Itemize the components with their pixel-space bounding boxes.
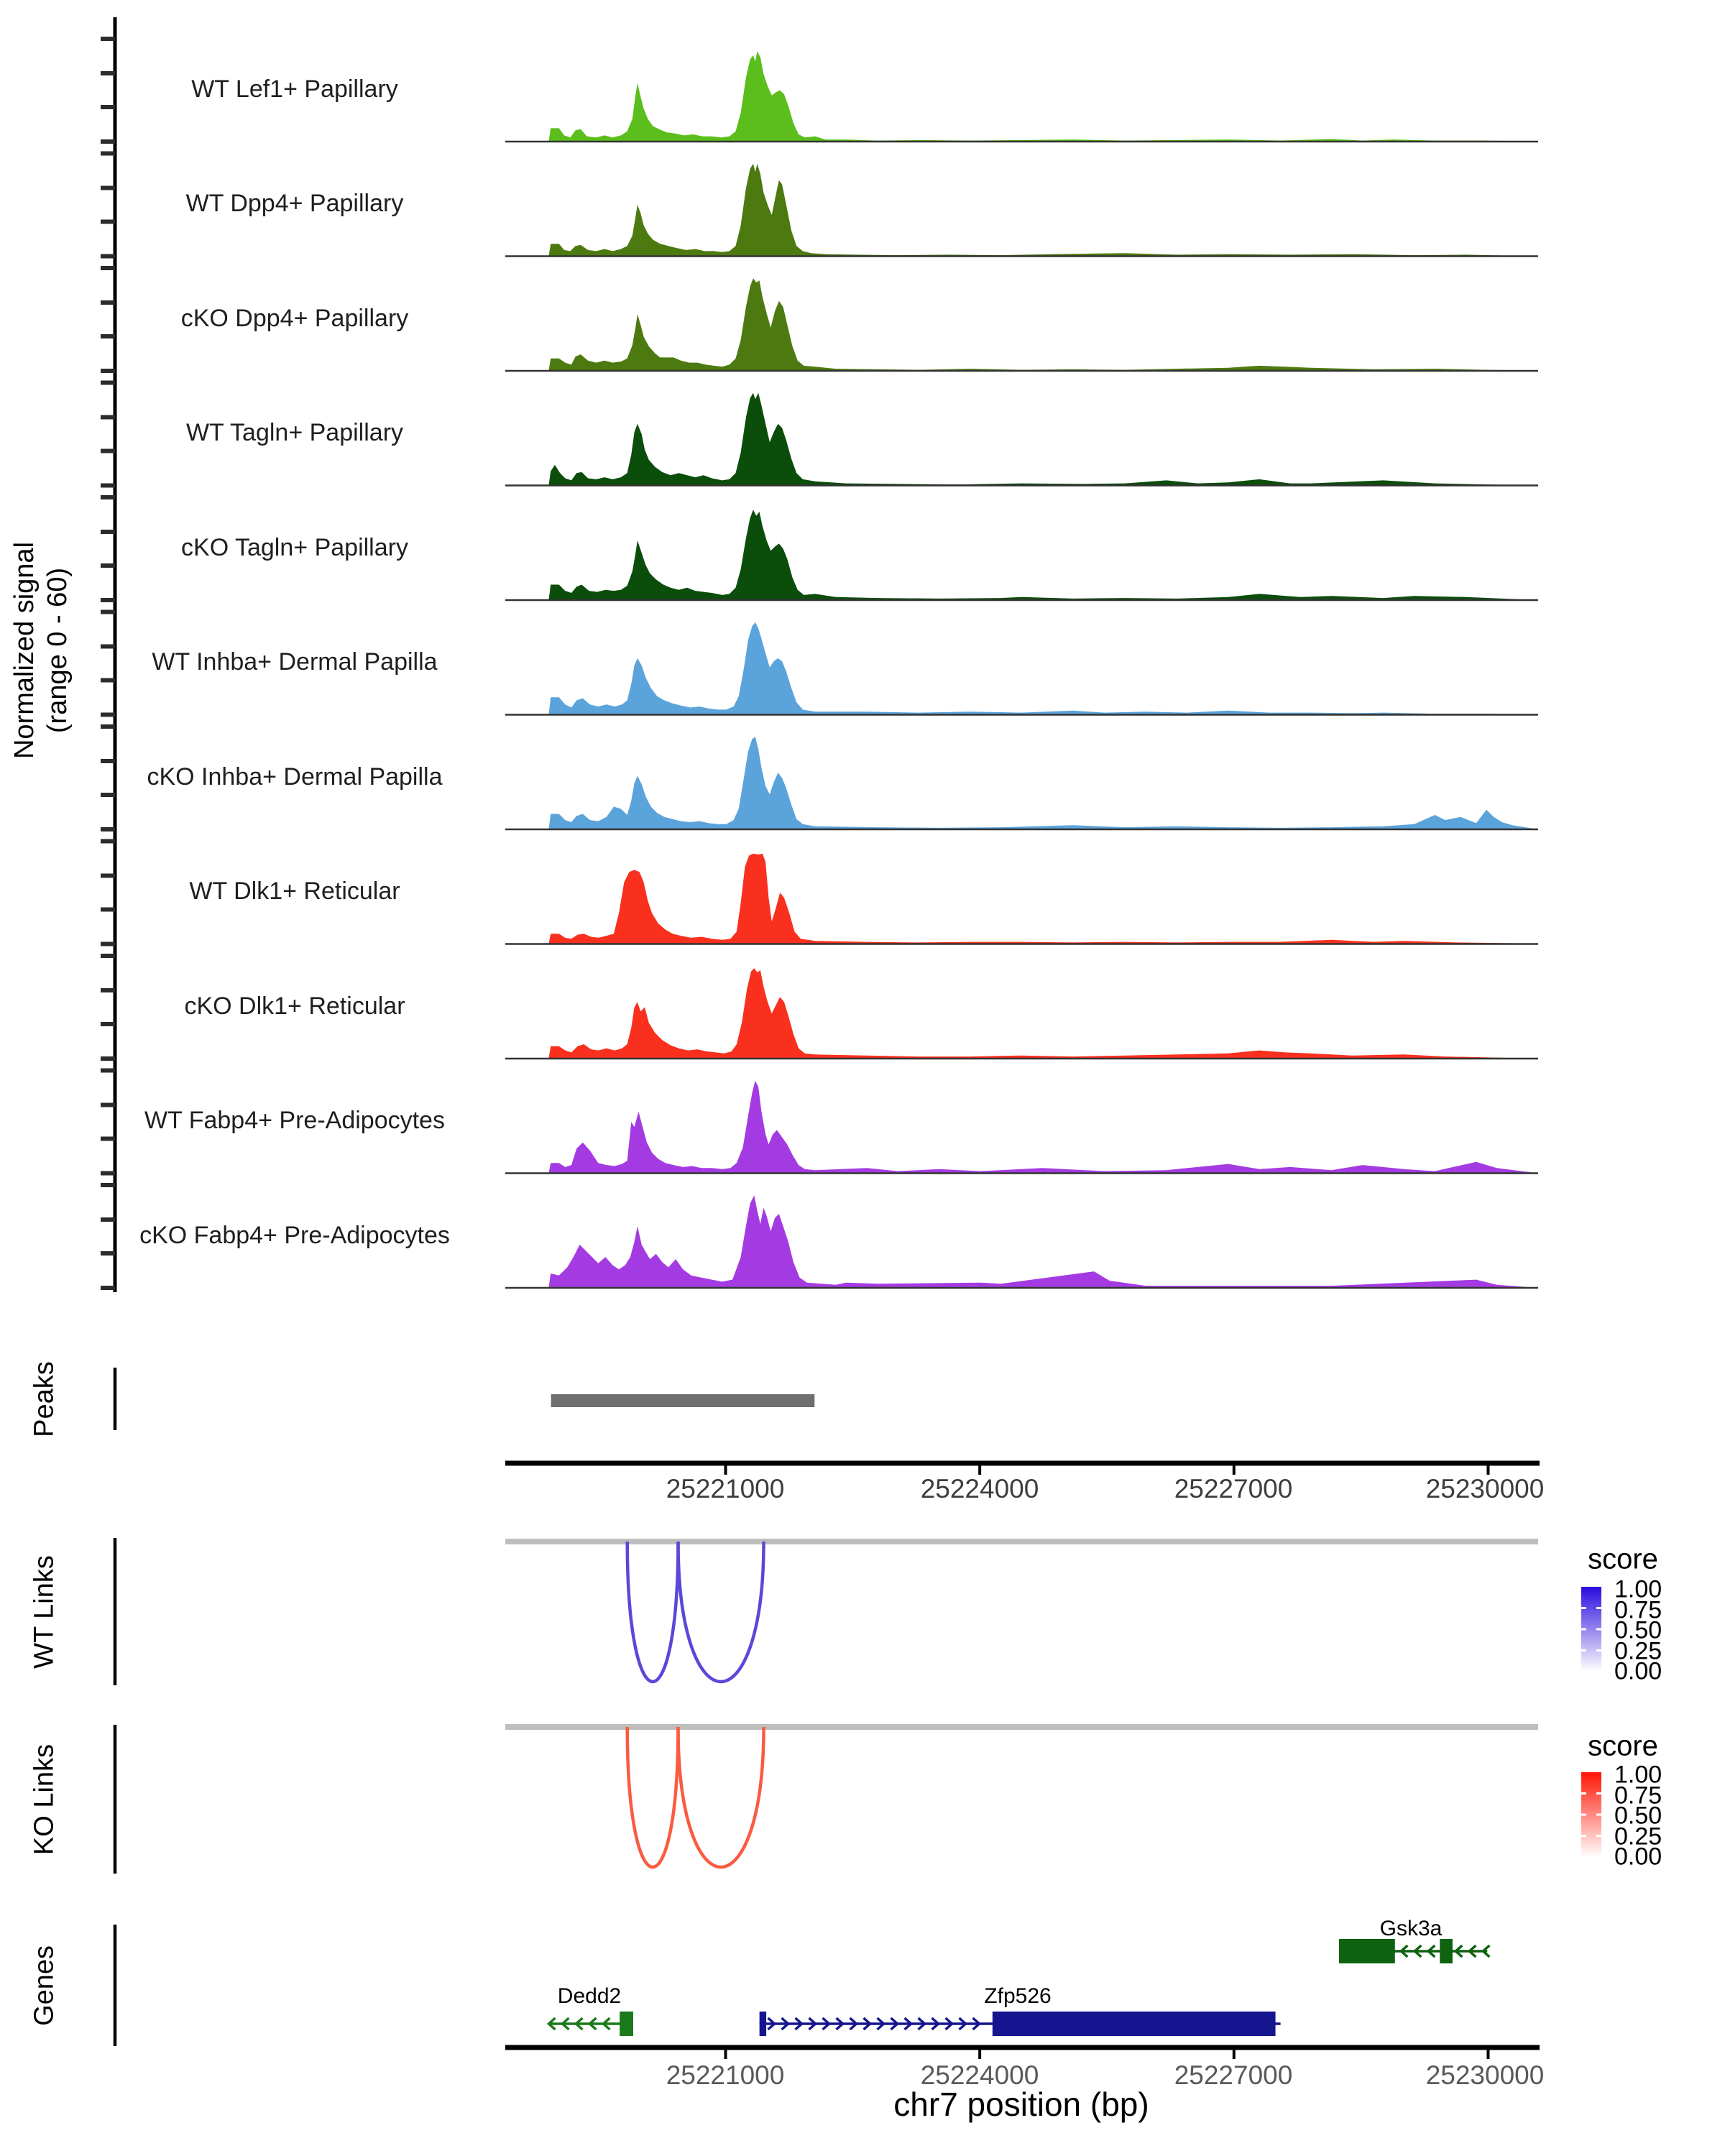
legend-bar-tick xyxy=(1581,1649,1586,1651)
signal-area-5 xyxy=(505,622,1538,715)
legend-tick-label: 0.75 xyxy=(1614,1782,1662,1810)
gene-exon-Gsk3a xyxy=(1339,1939,1395,1963)
y-axis-title-line1: Normalized signal xyxy=(9,541,40,760)
legend-tick-label: 0.00 xyxy=(1614,1657,1662,1685)
section-label-peaks: Peaks xyxy=(29,1361,60,1437)
legend-tick-label: 1.00 xyxy=(1614,1761,1662,1789)
legend-tick-label: 0.50 xyxy=(1614,1802,1662,1830)
signal-area-1 xyxy=(505,164,1538,257)
gene-exon-Zfp526 xyxy=(993,2012,1276,2036)
signal-area-0 xyxy=(505,51,1538,142)
peak-interval-bar xyxy=(551,1394,815,1407)
signal-area-3 xyxy=(505,393,1538,486)
signal-area-9 xyxy=(505,1081,1538,1174)
legend-tick-label: 0.00 xyxy=(1614,1843,1662,1871)
signal-area-2 xyxy=(505,278,1538,371)
ko-score-legend-title: score xyxy=(1588,1730,1658,1762)
wt-link-arc-1 xyxy=(678,1542,763,1682)
track-label-wt-fabp4: WT Fabp4+ Pre-Adipocytes xyxy=(144,1107,445,1134)
axis-tick-label: 25221000 xyxy=(666,1474,785,1503)
gene-exon-Zfp526 xyxy=(760,2012,766,2036)
signal-area-6 xyxy=(505,737,1538,829)
legend-tick-label: 0.50 xyxy=(1614,1616,1662,1644)
signal-area-8 xyxy=(505,968,1538,1059)
legend-bar-tick xyxy=(1581,1814,1586,1816)
legend-bar-tick xyxy=(1596,1814,1601,1816)
track-label-wt-tagln: WT Tagln+ Papillary xyxy=(185,419,404,446)
legend-bar-tick xyxy=(1596,1792,1601,1795)
x-axis-title: chr7 position (bp) xyxy=(893,2086,1149,2123)
wt-score-legend-title: score xyxy=(1588,1543,1658,1575)
wt-link-arc-0 xyxy=(627,1542,678,1682)
ko-link-arc-1 xyxy=(678,1727,763,1867)
legend-tick-label: 0.25 xyxy=(1614,1637,1662,1665)
legend-bar-tick xyxy=(1581,1607,1586,1609)
section-label-genes: Genes xyxy=(29,1945,60,2026)
section-label-wt-links: WT Links xyxy=(29,1555,60,1669)
track-label-wt-lef1: WT Lef1+ Papillary xyxy=(191,75,398,103)
gene-label-gsk3a: Gsk3a xyxy=(1379,1917,1443,1940)
axis-tick-label: 25221000 xyxy=(666,2060,785,2090)
track-label-cko-dpp4: cKO Dpp4+ Papillary xyxy=(180,305,409,332)
legend-bar-tick xyxy=(1596,1835,1601,1837)
signal-area-7 xyxy=(505,854,1538,944)
axis-tick-label: 25227000 xyxy=(1174,1474,1293,1503)
track-label-wt-dlk1: WT Dlk1+ Reticular xyxy=(189,877,400,905)
legend-bar-tick xyxy=(1596,1649,1601,1651)
axis-tick-label: 25224000 xyxy=(920,2060,1039,2090)
legend-bar-tick xyxy=(1596,1628,1601,1631)
gene-label-dedd2: Dedd2 xyxy=(557,1984,622,2008)
track-label-cko-fabp4: cKO Fabp4+ Pre-Adipocytes xyxy=(139,1222,450,1249)
gene-exon-Dedd2 xyxy=(620,2012,633,2036)
track-label-cko-inhba: cKO Inhba+ Dermal Papilla xyxy=(147,763,443,791)
y-axis-title-line2: (range 0 - 60) xyxy=(42,567,73,734)
legend-tick-label: 0.75 xyxy=(1614,1596,1662,1624)
legend-bar-tick xyxy=(1596,1607,1601,1609)
axis-tick-label: 25230000 xyxy=(1425,1474,1545,1503)
track-label-cko-dlk1: cKO Dlk1+ Reticular xyxy=(184,992,405,1020)
axis-tick-label: 25230000 xyxy=(1425,2060,1545,2090)
track-label-cko-tagln: cKO Tagln+ Papillary xyxy=(181,534,408,561)
y-axis-title xyxy=(8,542,74,759)
legend-bar-tick xyxy=(1581,1628,1586,1631)
axis-tick-label: 25227000 xyxy=(1174,2060,1293,2090)
legend-tick-label: 0.25 xyxy=(1614,1823,1662,1851)
track-label-wt-inhba: WT Inhba+ Dermal Papilla xyxy=(152,648,438,676)
signal-area-10 xyxy=(505,1195,1538,1288)
section-label-ko-links: KO Links xyxy=(29,1743,60,1856)
legend-bar-tick xyxy=(1581,1835,1586,1837)
gene-label-zfp526: Zfp526 xyxy=(984,1984,1052,2008)
axis-tick-label: 25224000 xyxy=(920,1474,1039,1503)
ko-link-arc-0 xyxy=(627,1727,678,1867)
legend-tick-label: 1.00 xyxy=(1614,1575,1662,1603)
signal-area-4 xyxy=(505,510,1538,600)
track-label-wt-dpp4: WT Dpp4+ Papillary xyxy=(185,190,404,217)
legend-bar-tick xyxy=(1581,1792,1586,1795)
